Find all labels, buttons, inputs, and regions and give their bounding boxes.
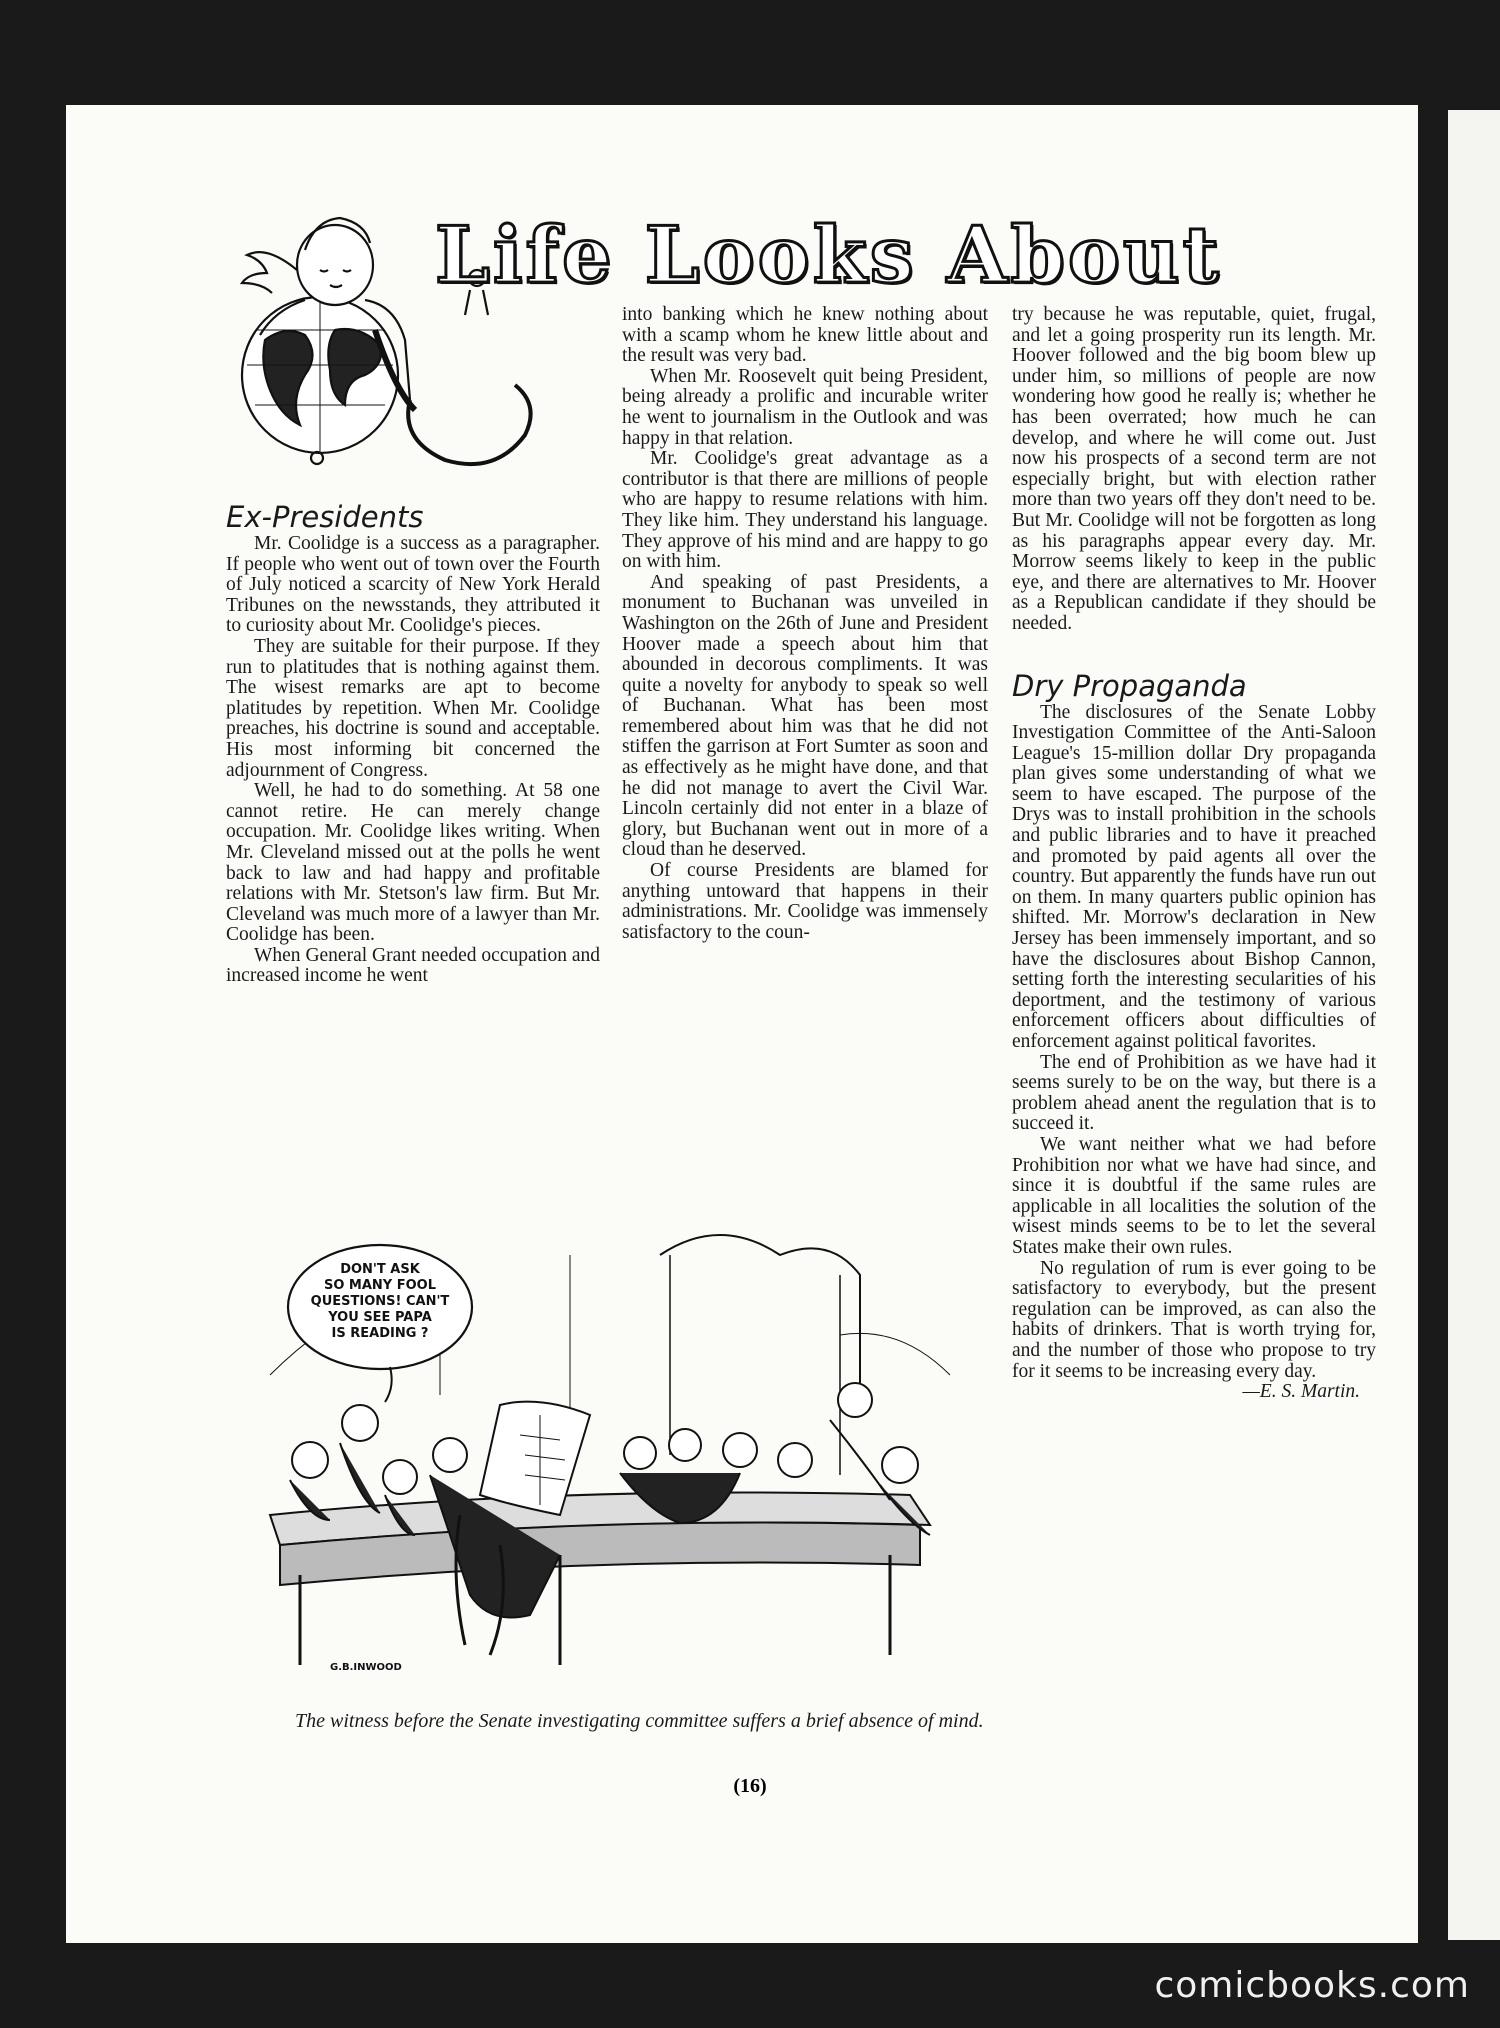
paragraph: They are suitable for their purpose. If they run to platitudes that is nothing against them. The wisest remarks are apt to become platitudes by repetition. When Mr. Coolidge preaches, his doctrine is sound and acceptable. His most informing bit concerned the adjournment of Congress. bbox=[226, 635, 600, 781]
editorial-cartoon bbox=[240, 1215, 980, 1680]
section-heading-dry-propaganda: Dry Propaganda bbox=[1012, 668, 1247, 703]
column-2 bbox=[622, 305, 988, 943]
page-number: (16) bbox=[733, 1775, 767, 1797]
paragraph: try because he was reputable, quiet, frugal, and let a going prosperity run its length. Mr. Hoover followed and the big boom blew up under him, so millions of people are now wondering how good he really is; whether he has been overrated; how much he can develop, and where he will come out. Just now his prospects of a second term are not especially bright, but with election rather more than two years off they don't need to be. But Mr. Coolidge will not be forgotten as long as his paragraphs appear every day. Mr. Morrow seems likely to keep in the public eye, and there are alternatives to Mr. Hoover as a Republican candidate if they should be needed. bbox=[1012, 304, 1376, 634]
paragraph: And speaking of past Presidents, a monument to Buchanan was unveiled in Washington on the 26th of June and President Hoover made a speech about him that abounded in decorous compliments. It was quite a novelty for anybody to speak so well of Buchanan. What has been most remembered about him was that he did not stiffen the garrison at Fort Sumter as soon and as effectively as he might have done, and that he did not manage to avert the Civil War. Lincoln certainly did not enter in a blaze of glory, but Buchanan went out in more of a cloud than he deserved. bbox=[622, 571, 988, 861]
paragraph: into banking which he knew nothing about with a scamp whom he knew little about and the result was very bad. bbox=[622, 304, 988, 367]
cartoon-caption: The witness before the Senate investigating committee suffers a brief absence of mind. bbox=[295, 1710, 984, 1732]
paragraph: The end of Prohibition as we have had it seems surely to be on the way, but there is a problem ahead anent the regulation that is to succeed it. bbox=[1012, 1051, 1376, 1135]
adjacent-page-edge bbox=[1448, 110, 1500, 1940]
column-1 bbox=[226, 500, 600, 987]
column-3 bbox=[1012, 305, 1376, 1403]
speech-line: IS READING ? bbox=[331, 1326, 429, 1341]
paragraph: Of course Presidents are blamed for anything untoward that happens in their administrations. Mr. Coolidge was immensely satisfactory to the coun- bbox=[622, 860, 988, 943]
watermark: comicbooks.com bbox=[1154, 1965, 1470, 2006]
paragraph: When Mr. Roosevelt quit being President, being already a prolific and incurable writer he went to journalism in the Outlook and was happy in that relation. bbox=[622, 365, 988, 449]
paragraph: Mr. Coolidge is a success as a paragrapher. If people who went out of town over the Fourth of July noticed a scarcity of New York Herald Tribunes on the newsstands, they attributed it to curiosity about Mr. Coolidge's pieces. bbox=[226, 533, 600, 637]
paragraph: No regulation of rum is ever going to be satisfactory to everybody, but the present regulation can be improved, as can also the habits of drinkers. That is worth trying for, and the number of those who propose to try for it seems to be increasing every day. bbox=[1012, 1257, 1376, 1382]
paragraph: Mr. Coolidge's great advantage as a contributor is that there are millions of people who are happy to resume relations with him. They like him. They understand his language. They approve of his mind and are happy to go on with him. bbox=[622, 448, 988, 573]
paragraph: We want neither what we had before Prohibition nor what we have had since, and since it is doubtful if the same rules are applicable in all localities the solution of the wisest minds seems to be to let the several States make their own rules. bbox=[1012, 1133, 1376, 1258]
section-heading-ex-presidents: Ex-Presidents bbox=[226, 500, 424, 534]
artist-signature: G.B.INWOOD bbox=[330, 1662, 402, 1673]
speech-line: SO MANY FOOL bbox=[323, 1278, 437, 1293]
author-signature: —E. S. Martin. bbox=[1242, 1381, 1360, 1403]
speech-line: YOU SEE PAPA bbox=[328, 1310, 432, 1325]
paragraph: The disclosures of the Senate Lobby Investigation Committee of the Anti-Saloon League's 15-million dollar Dry propaganda plan gives some understanding of what we seem to have escaped. The purpose of the Drys was to install prohibition in the schools and public libraries and to have it preached and promoted by paid agents all over the country. But apparently the funds have run out on them. In many quarters public opinion has shifted. Mr. Morrow's declaration in New Jersey has been immensely important, and so have the disclosures about Bishop Cannon, setting forth the interesting secularities of his deportment, and the testimony of various enforcement officers about difficulties of enforcement against political favorites. bbox=[1012, 701, 1376, 1052]
page-title: Life Looks About bbox=[435, 210, 1222, 301]
paragraph: Well, he had to do something. At 58 one cannot retire. He can merely change occupation. Mr. Coolidge likes writing. When Mr. Cleveland missed out at the polls he went back to law and had happy and profitable relations with Mr. Stetson's law firm. But Mr. Cleveland was much more of a lawyer than Mr. Coolidge has been. bbox=[226, 780, 600, 946]
paragraph: When General Grant needed occupation and increased income he went bbox=[226, 944, 600, 987]
speech-line: DON'T ASK bbox=[340, 1262, 420, 1277]
speech-line: QUESTIONS! CAN'T bbox=[310, 1294, 450, 1309]
